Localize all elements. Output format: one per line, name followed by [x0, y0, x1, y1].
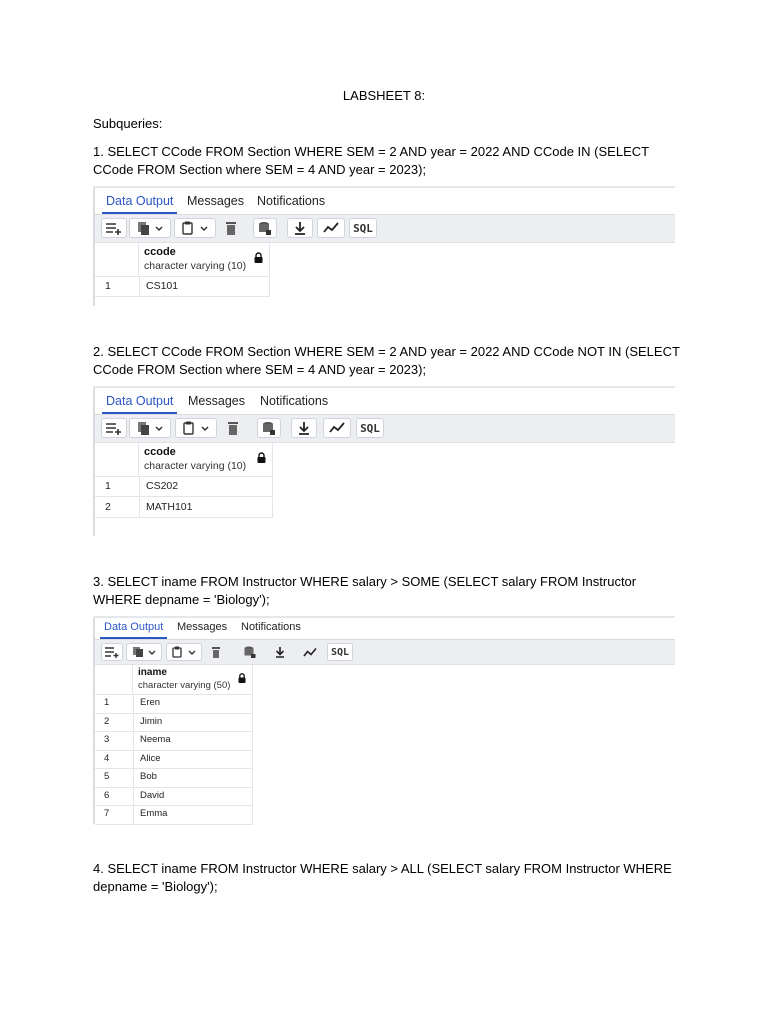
sql-button[interactable]: SQL: [327, 643, 353, 661]
tab-data-output[interactable]: Data Output: [106, 394, 174, 408]
row-number: 6: [104, 789, 110, 801]
row-number: 1: [105, 280, 111, 292]
cell-value: Jimin: [140, 715, 163, 727]
column-type: character varying (10): [144, 260, 247, 272]
table-row[interactable]: [95, 732, 253, 751]
cell-value: Bob: [140, 771, 157, 782]
add-row-button[interactable]: [101, 218, 127, 238]
table-row[interactable]: [95, 277, 270, 297]
column-type: character varying (10): [144, 460, 247, 472]
cell-value: CS101: [146, 280, 179, 292]
column-type: character varying (50): [138, 680, 231, 691]
section-heading: Subqueries:: [93, 116, 163, 131]
download-icon: [275, 646, 285, 658]
copy-button[interactable]: [126, 643, 162, 661]
result-toolbar: [95, 215, 675, 243]
save-data-button[interactable]: [257, 418, 281, 438]
download-button[interactable]: [291, 418, 317, 438]
column-name: iname: [138, 667, 167, 678]
save-data-button[interactable]: [239, 643, 261, 661]
cell-value: MATH101: [146, 501, 193, 513]
tab-data-output[interactable]: Data Output: [104, 621, 164, 633]
result-panel-3: [93, 616, 675, 824]
paste-icon: [180, 221, 210, 235]
paste-button[interactable]: [166, 643, 202, 661]
result-tabs: [95, 618, 675, 640]
download-button[interactable]: [287, 218, 313, 238]
copy-icon: [135, 221, 165, 235]
line-chart-icon: [329, 422, 345, 434]
row-number: 1: [104, 697, 110, 708]
result-toolbar: [95, 640, 675, 665]
row-number: 4: [104, 752, 110, 764]
lock-icon: [238, 673, 246, 683]
sql-button[interactable]: SQL: [349, 218, 377, 238]
database-save-icon: [262, 421, 276, 435]
database-save-icon: [258, 221, 272, 235]
delete-button[interactable]: [219, 218, 243, 238]
trash-icon: [211, 646, 221, 658]
paste-icon: [171, 646, 197, 658]
cell-value: Neema: [140, 734, 171, 745]
tab-messages[interactable]: Messages: [177, 621, 228, 633]
cell-value: David: [140, 789, 165, 801]
tab-notifications[interactable]: Notifications: [260, 394, 329, 408]
tab-notifications[interactable]: Notifications: [241, 621, 301, 633]
paste-icon: [181, 421, 211, 435]
query-3-text: 3. SELECT iname FROM Instructor WHERE salary > SOME (SELECT salary FROM Instructor WHERE depname = 'Biology');: [93, 574, 637, 607]
add-row-button[interactable]: [101, 643, 123, 661]
add-row-icon: [105, 421, 123, 435]
query-1-text: 1. SELECT CCode FROM Section WHERE SEM = 2 AND year = 2022 AND CCode IN (SELECT CCode FROM Section where SEM = 4 AND year = 2023);: [93, 144, 649, 177]
add-row-icon: [105, 221, 123, 235]
tab-data-output[interactable]: Data Output: [106, 194, 174, 208]
paste-button[interactable]: [174, 218, 216, 238]
download-button[interactable]: [269, 643, 291, 661]
download-icon: [298, 421, 310, 435]
column-name: ccode: [144, 246, 176, 258]
result-panel-1: [93, 186, 675, 306]
add-row-icon: [104, 646, 120, 658]
sql-button[interactable]: SQL: [356, 418, 384, 438]
copy-button[interactable]: [129, 218, 171, 238]
row-number: 2: [104, 715, 110, 727]
tab-notifications[interactable]: Notifications: [257, 194, 326, 208]
cell-value: Emma: [140, 808, 168, 819]
column-name: ccode: [144, 446, 176, 458]
cell-value: Eren: [140, 697, 161, 708]
table-row[interactable]: [95, 751, 253, 770]
cell-value: CS202: [146, 480, 179, 492]
result-tabs: [95, 188, 675, 215]
lock-icon: [254, 252, 263, 263]
row-number: 3: [104, 734, 110, 745]
tab-messages[interactable]: Messages: [187, 194, 244, 208]
column-header-iname[interactable]: [133, 665, 253, 695]
trash-icon: [227, 421, 239, 435]
copy-icon: [135, 421, 165, 435]
page-title: LABSHEET 8:: [342, 88, 426, 103]
table-row[interactable]: [95, 714, 253, 733]
table-row[interactable]: [95, 477, 273, 497]
lock-icon: [257, 452, 266, 463]
result-toolbar: [95, 415, 675, 443]
query-2-text: 2. SELECT CCode FROM Section WHERE SEM = 2 AND year = 2022 AND CCode NOT IN (SELECT CCode FROM Section where SEM = 4 AND year = 2023);: [93, 344, 680, 377]
copy-icon: [131, 646, 157, 658]
table-row[interactable]: [95, 695, 253, 714]
table-row[interactable]: [95, 498, 273, 518]
add-row-button[interactable]: [101, 418, 127, 438]
graph-button[interactable]: [299, 643, 321, 661]
row-number: 1: [105, 480, 111, 492]
cell-value: Alice: [140, 752, 161, 764]
table-row[interactable]: [95, 769, 253, 788]
trash-icon: [225, 221, 237, 235]
save-data-button[interactable]: [253, 218, 277, 238]
download-icon: [294, 221, 306, 235]
row-number: 2: [105, 501, 111, 513]
database-save-icon: [244, 646, 256, 658]
tab-messages[interactable]: Messages: [188, 394, 245, 408]
table-row[interactable]: [95, 806, 253, 825]
result-tabs: [95, 388, 675, 415]
delete-button[interactable]: [206, 643, 226, 661]
paste-button[interactable]: [175, 418, 217, 438]
graph-button[interactable]: [323, 418, 351, 438]
result-panel-2: [93, 386, 675, 536]
query-4-text: 4. SELECT iname FROM Instructor WHERE salary > ALL (SELECT salary FROM Instructor WHERE depname = 'Biology');: [93, 861, 672, 894]
table-row[interactable]: [95, 788, 253, 807]
row-number: 7: [104, 808, 110, 819]
column-header-ccode[interactable]: [139, 243, 270, 277]
line-chart-icon: [303, 647, 317, 657]
column-header-ccode[interactable]: [139, 443, 273, 477]
delete-button[interactable]: [221, 418, 245, 438]
graph-button[interactable]: [317, 218, 345, 238]
row-number: 5: [104, 771, 110, 782]
copy-button[interactable]: [129, 418, 171, 438]
line-chart-icon: [323, 222, 339, 234]
